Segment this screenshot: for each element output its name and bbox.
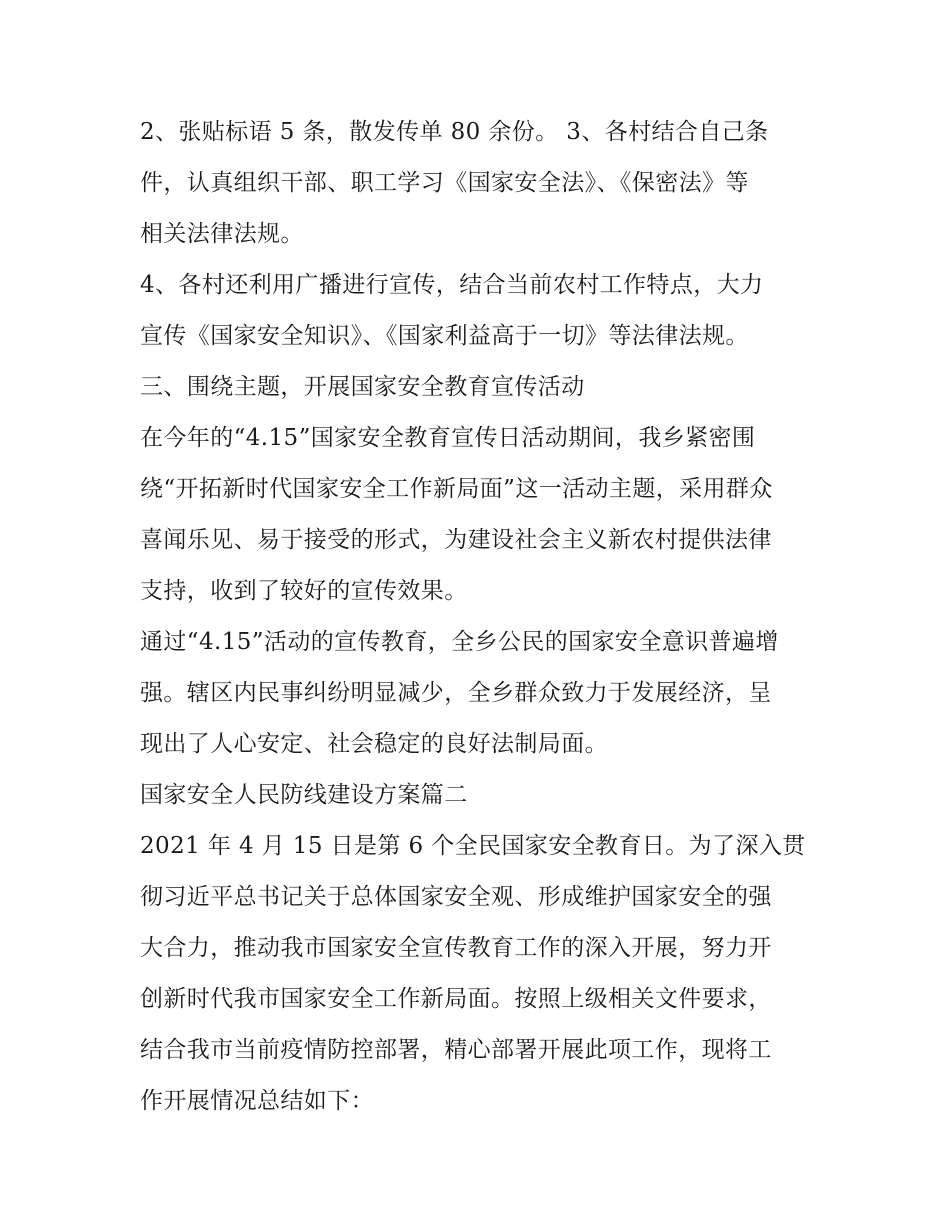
text-line: 支持，收到了较好的宣传效果。: [140, 578, 468, 604]
text-line: 现出了人心安定、社会稳定的良好法制局面。: [140, 731, 608, 757]
text-line: 4、各村还利用广播进行宣传，结合当前农村工作特点，大力: [140, 272, 764, 298]
section-title: 国家安全人民防线建设方案篇二: [140, 782, 468, 808]
text-line: 作开展情况总结如下：: [140, 1088, 374, 1114]
text-line: 件，认真组织干部、职工学习《国家安全法》、《保密法》等: [140, 170, 749, 196]
text-line: 强。辖区内民事纠纷明显减少，全乡群众致力于发展经济，呈: [140, 680, 772, 706]
text-line: 绕“开拓新时代国家安全工作新局面”这一活动主题，采用群众: [140, 476, 773, 502]
text-line: 相关法律法规。: [140, 221, 304, 247]
text-line: 在今年的“4.15”国家安全教育宣传日活动期间，我乡紧密围: [140, 425, 756, 451]
text-line: 创新时代我市国家安全工作新局面。按照上级相关文件要求，: [140, 986, 772, 1012]
document-body: [140, 107, 815, 1127]
text-line: 大合力，推动我市国家安全宣传教育工作的深入开展，努力开: [140, 935, 772, 961]
section-heading: 三、围绕主题，开展国家安全教育宣传活动: [140, 374, 585, 400]
text-line: 宣传《国家安全知识》、《国家利益高于一切》等法律法规。: [140, 323, 749, 349]
text-line: 喜闻乐见、易于接受的形式，为建设社会主义新农村提供法律: [140, 527, 772, 553]
text-line: 彻习近平总书记关于总体国家安全观、形成维护国家安全的强: [140, 884, 772, 910]
text-line: 结合我市当前疫情防控部署，精心部署开展此项工作，现将工: [140, 1037, 772, 1063]
text-line: 通过“4.15”活动的宣传教育，全乡公民的国家安全意识普遍增: [140, 629, 779, 655]
text-line: 2、张贴标语 5 条，散发传单 80 余份。 3、各村结合自己条: [140, 119, 769, 145]
text-line: 2021 年 4 月 15 日是第 6 个全民国家安全教育日。为了深入贯: [140, 833, 806, 859]
